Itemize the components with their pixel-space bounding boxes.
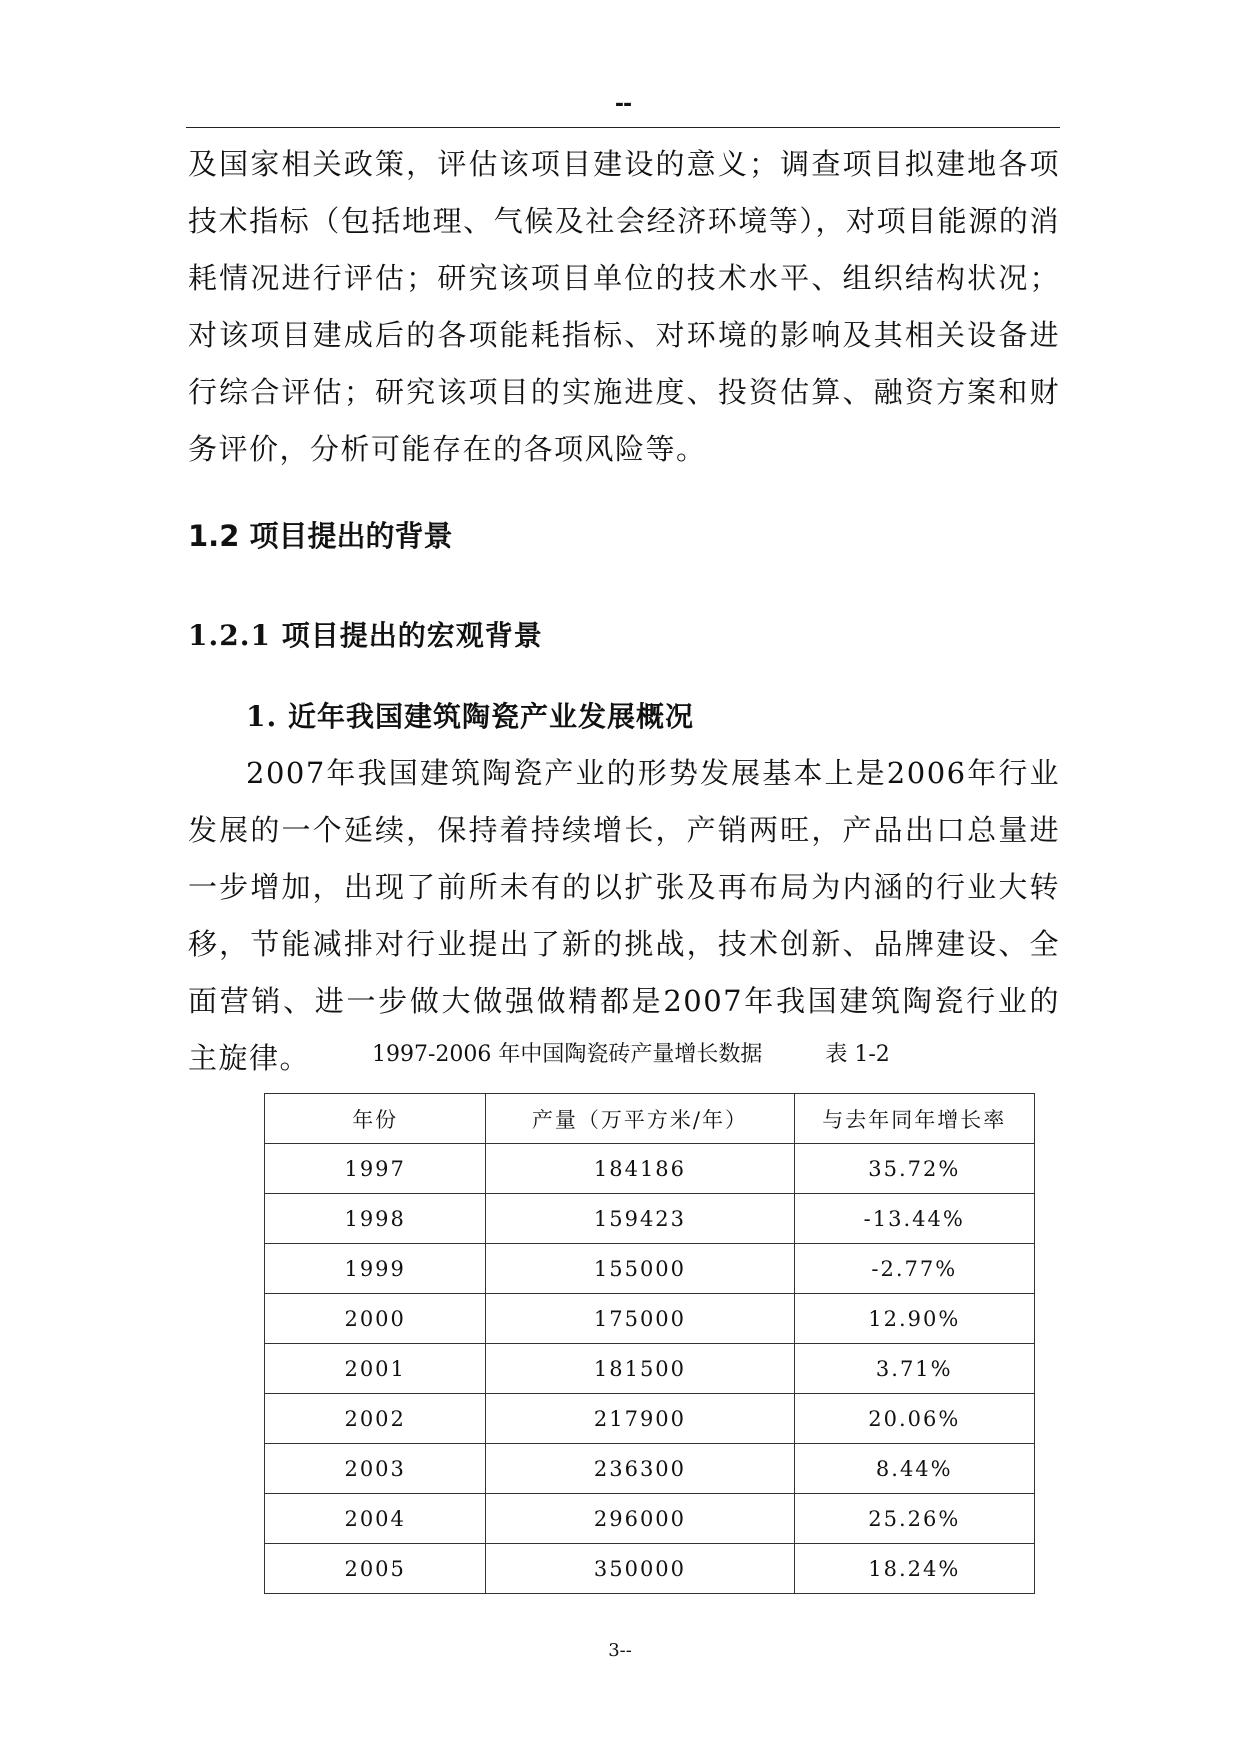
column-header-growth: 与去年同年增长率 bbox=[794, 1094, 1034, 1144]
table-row bbox=[265, 1144, 1035, 1194]
table-row bbox=[265, 1444, 1035, 1494]
cell-growth: 18.24% bbox=[794, 1544, 1034, 1594]
cell-output: 175000 bbox=[486, 1294, 794, 1344]
cell-output: 181500 bbox=[486, 1344, 794, 1394]
table-header-row bbox=[265, 1094, 1035, 1144]
cell-growth: -2.77% bbox=[794, 1244, 1034, 1294]
cell-year: 2003 bbox=[265, 1444, 486, 1494]
cell-output: 155000 bbox=[486, 1244, 794, 1294]
cell-output: 350000 bbox=[486, 1544, 794, 1594]
page-number: 3-- bbox=[608, 1640, 632, 1661]
section-heading: 1.2 项目提出的背景 bbox=[188, 519, 453, 553]
column-header-output: 产量（万平方米/年） bbox=[486, 1094, 794, 1144]
item-heading: 1. 近年我国建筑陶瓷产业发展概况 bbox=[246, 700, 694, 733]
cell-year: 1998 bbox=[265, 1194, 486, 1244]
cell-year: 1999 bbox=[265, 1244, 486, 1294]
cell-growth: 3.71% bbox=[794, 1344, 1034, 1394]
cell-year: 1997 bbox=[265, 1144, 486, 1194]
cell-growth: 25.26% bbox=[794, 1494, 1034, 1544]
table-caption: 1997-2006 年中国陶瓷砖产量增长数据 表 1-2 bbox=[372, 1042, 890, 1067]
running-head: -- bbox=[614, 92, 632, 117]
cell-year: 2005 bbox=[265, 1544, 486, 1594]
table-row bbox=[265, 1544, 1035, 1594]
cell-year: 2004 bbox=[265, 1494, 486, 1544]
table-row bbox=[265, 1294, 1035, 1344]
cell-output: 159423 bbox=[486, 1194, 794, 1244]
cell-output: 184186 bbox=[486, 1144, 794, 1194]
production-table bbox=[264, 1093, 1035, 1594]
cell-year: 2002 bbox=[265, 1394, 486, 1444]
cell-growth: 35.72% bbox=[794, 1144, 1034, 1194]
cell-output: 236300 bbox=[486, 1444, 794, 1494]
paragraph-2007: 2007年我国建筑陶瓷产业的形势发展基本上是2006年行业发展的一个延续，保持着持续增长，产销两旺，产品出口总量进一步增加，出现了前所未有的以扩张及再布局为内涵的行业大转移，节能减排对行业提出了新的挑战，技术创新、品牌建设、全面营销、进一步做大做强做精都是2007年我国建筑陶瓷行业的主旋律。 bbox=[188, 756, 1060, 1075]
table-row bbox=[265, 1244, 1035, 1294]
table-row bbox=[265, 1344, 1035, 1394]
cell-growth: 8.44% bbox=[794, 1444, 1034, 1494]
table-row bbox=[265, 1394, 1035, 1444]
cell-growth: -13.44% bbox=[794, 1194, 1034, 1244]
paragraph-intro: 及国家相关政策，评估该项目建设的意义；调查项目拟建地各项技术指标（包括地理、气候及社会经济环境等），对项目能源的消耗情况进行评估；研究该项目单位的技术水平、组织结构状况；对该项目建成后的各项能耗指标、对环境的影响及其相关设备进行综合评估；研究该项目的实施进度、投资估算、融资方案和财务评价，分析可能存在的各项风险等。 bbox=[188, 147, 1060, 466]
cell-output: 296000 bbox=[486, 1494, 794, 1544]
cell-year: 2001 bbox=[265, 1344, 486, 1394]
subsection-heading: 1.2.1 项目提出的宏观背景 bbox=[188, 619, 543, 652]
cell-output: 217900 bbox=[486, 1394, 794, 1444]
cell-year: 2000 bbox=[265, 1294, 486, 1344]
table-row bbox=[265, 1194, 1035, 1244]
column-header-year: 年份 bbox=[265, 1094, 486, 1144]
header-rule bbox=[186, 127, 1060, 128]
cell-growth: 20.06% bbox=[794, 1394, 1034, 1444]
cell-growth: 12.90% bbox=[794, 1294, 1034, 1344]
table-row bbox=[265, 1494, 1035, 1544]
